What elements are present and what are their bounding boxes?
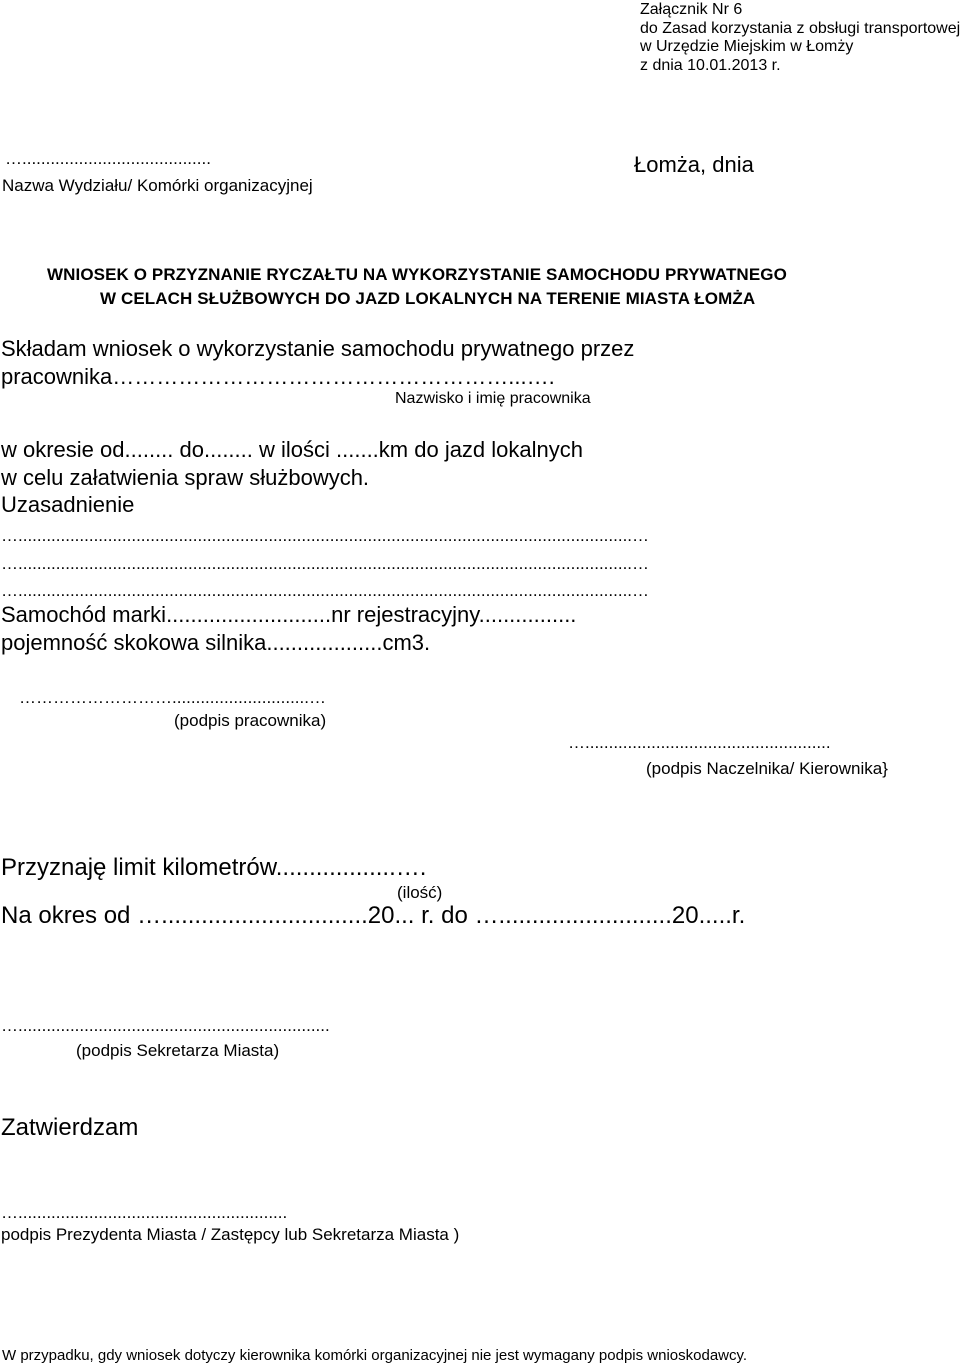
engine-line: pojemność skokowa silnika...................cm3.	[1, 630, 431, 655]
department-label: Nazwa Wydziału/ Komórki organizacyjnej	[2, 176, 313, 195]
annex-line-3: w Urzędzie Miejskim w Łomży	[640, 38, 854, 55]
approval-label: Zatwierdzam	[1, 1114, 139, 1141]
employee-signature-caption: (podpis pracownika)	[174, 711, 327, 730]
purpose-line: w celu załatwienia spraw służbowych.	[1, 465, 370, 490]
head-signature-dots: …....................................................	[568, 733, 831, 752]
head-signature-caption: (podpis Naczelnika/ Kierownika}	[646, 759, 888, 778]
justification-dots-2: …..................................................................................................................................…	[1, 554, 650, 573]
secretary-signature-caption: (podpis Sekretarza Miasta)	[76, 1041, 280, 1060]
secretary-signature-dots: …..................................................................	[1, 1016, 330, 1035]
annex-line-1: Załącznik Nr 6	[640, 1, 743, 18]
justification-dots-1: …..................................................................................................................................…	[1, 526, 650, 545]
department-dots: …........................................	[5, 149, 211, 168]
request-line: Składam wniosek o wykorzystanie samochodu prywatnego przez	[1, 336, 635, 361]
annex-line-2: do Zasad korzystania z obsługi transportowej	[640, 20, 960, 37]
employee-caption: Nazwisko i imię pracownika	[395, 390, 591, 407]
limit-caption: (ilość)	[397, 883, 443, 902]
grant-period-line: Na okres od …...............................20... r. do …..........................20.....r.	[1, 902, 746, 929]
car-line: Samochód marki...........................nr rejestracyjny................	[1, 602, 577, 627]
approval-signature-caption: podpis Prezydenta Miasta / Zastępcy lub Sekretarza Miasta )	[1, 1225, 460, 1244]
form-title-line-1: WNIOSEK O PRZYZNANIE RYCZAŁTU NA WYKORZYSTANIE SAMOCHODU PRYWATNEGO	[47, 265, 787, 284]
annex-line-4: z dnia 10.01.2013 r.	[640, 57, 781, 74]
form-title-line-2: W CELACH SŁUŻBOWYCH DO JAZD LOKALNYCH NA TERENIE MIASTA ŁOMŻA	[100, 289, 756, 308]
place-date: Łomża, dnia	[634, 152, 754, 177]
justification-dots-3: …..................................................................................................................................…	[1, 581, 650, 600]
employee-signature-dots: ……………………….............................…	[19, 688, 326, 707]
period-line: w okresie od........ do........ w ilości .......km do jazd lokalnych	[1, 437, 584, 462]
limit-line: Przyznaję limit kilometrów..................….	[1, 854, 427, 881]
footnote: W przypadku, gdy wniosek dotyczy kierownika komórki organizacyjnej nie jest wymagany podpis wnioskodawcy.	[2, 1347, 748, 1364]
approval-signature-dots: ….........................................................	[1, 1203, 288, 1222]
employee-line: pracownika………………………………………………...….	[1, 364, 555, 389]
justification-label: Uzasadnienie	[1, 492, 135, 517]
